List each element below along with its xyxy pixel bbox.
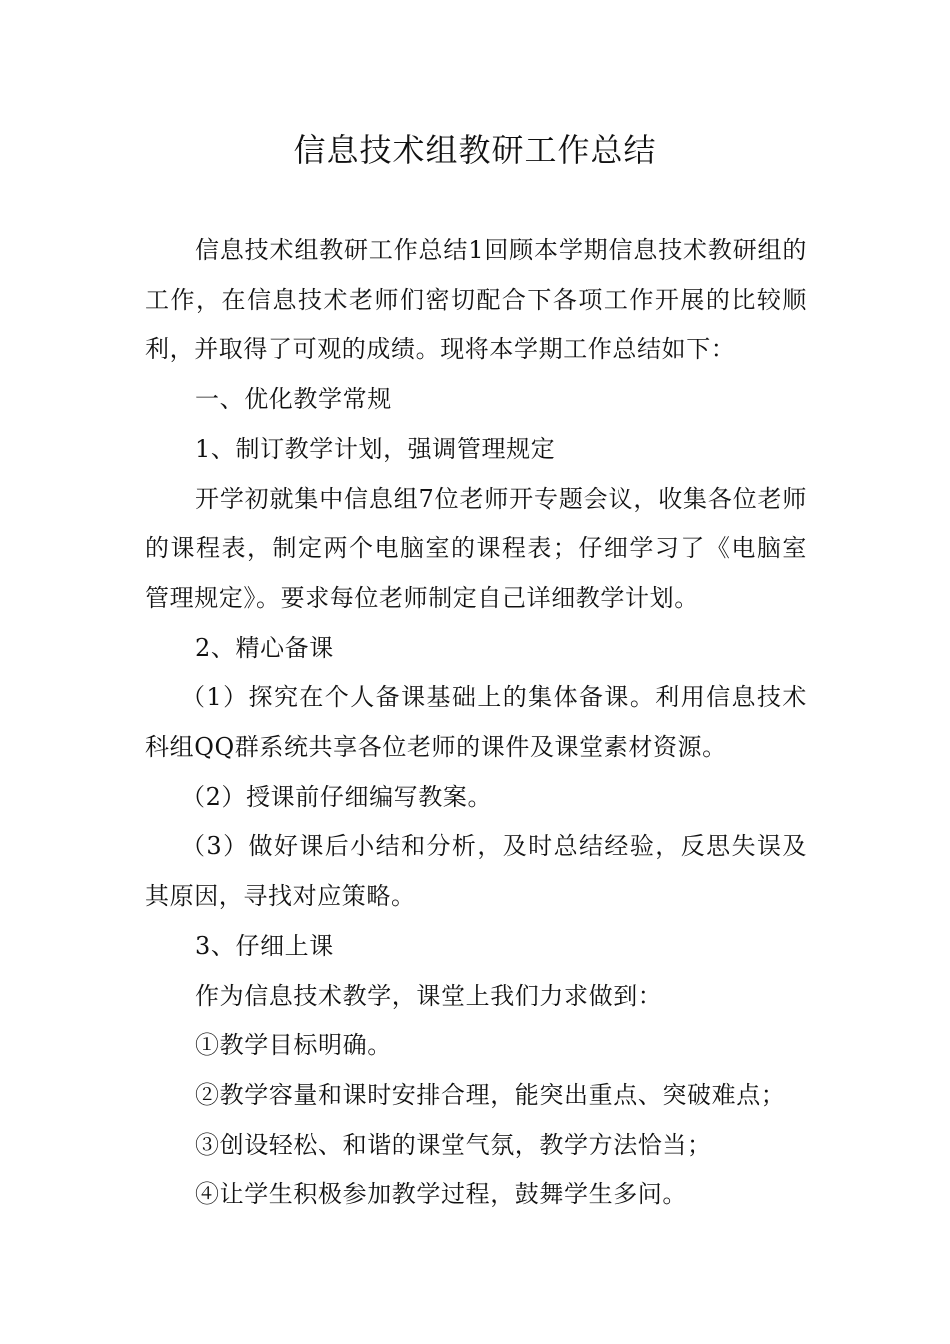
subheading-3: 3、仔细上课: [195, 931, 334, 960]
paragraph-plan: 开学初就集中信息组7位老师开专题会议，收集各位老师的课程表，制定两个电脑室的课程表；仔细学习了《电脑室管理规定》。要求每位老师制定自己详细教学计划。: [145, 484, 807, 612]
paragraph-intro: 信息技术组教研工作总结1回顾本学期信息技术教研组的工作，在信息技术老师们密切配合下各项工作开展的比较顺利，并取得了可观的成绩。现将本学期工作总结如下：: [145, 236, 807, 364]
document-body: [145, 226, 807, 1220]
list-item: ④让学生积极参加教学过程，鼓舞学生多问。: [195, 1180, 687, 1209]
subheading-2: 2、精心备课: [195, 633, 334, 662]
list-item: ②教学容量和课时安排合理，能突出重点、突破难点；: [195, 1080, 786, 1109]
list-item: （1）探究在个人备课基础上的集体备课。利用信息技术科组QQ群系统共享各位老师的课件及课堂素材资源。: [145, 683, 807, 762]
list-item: （3）做好课后小结和分析，及时总结经验，反思失误及其原因，寻找对应策略。: [145, 832, 807, 911]
paragraph-class: 作为信息技术教学，课堂上我们力求做到：: [195, 981, 663, 1010]
list-item: ①教学目标明确。: [195, 1031, 392, 1060]
document-title: 信息技术组教研工作总结: [293, 131, 657, 169]
section-heading-1: 一、优化教学常规: [195, 385, 392, 414]
list-item: ③创设轻松、和谐的课堂气氛，教学方法恰当；: [195, 1130, 712, 1159]
list-item: （2）授课前仔细编写教案。: [181, 782, 493, 811]
subheading-1: 1、制订教学计划，强调管理规定: [195, 434, 556, 463]
